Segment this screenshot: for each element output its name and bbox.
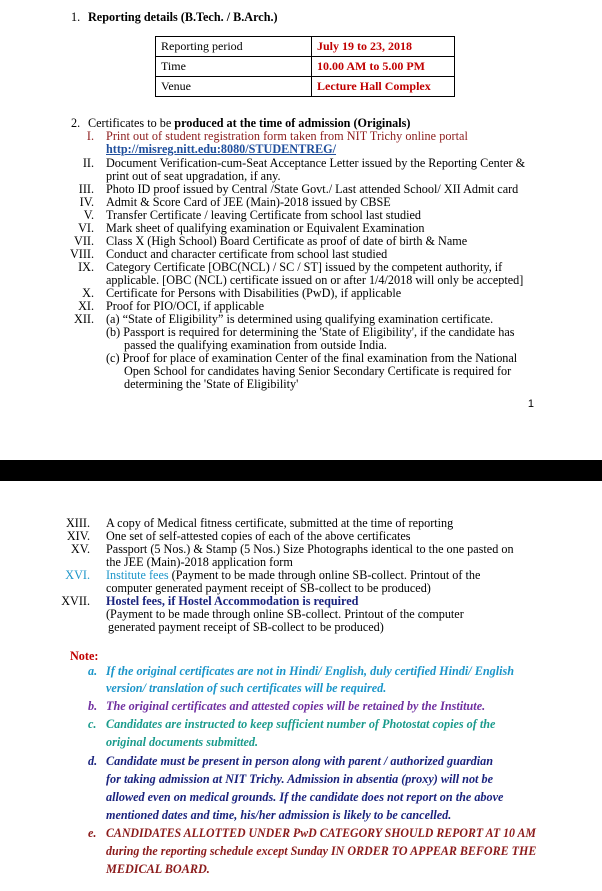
page-number: 1: [527, 398, 534, 410]
item-number: V.: [83, 208, 94, 222]
reporting-details-table: [155, 36, 455, 97]
list-item: Proof for PIO/OCI, if applicable: [106, 299, 265, 313]
table-cell-label: Reporting period: [156, 37, 312, 57]
list-item-continuation: computer generated payment receipt of SB-collect to be produced): [106, 581, 431, 595]
list-item: Photo ID proof issued by Central /State Govt./ Last attended School/ XII Admit card: [106, 182, 519, 196]
list-item-continuation: the JEE (Main)-2018 application form: [106, 555, 293, 569]
item-number: XV.: [70, 542, 90, 556]
table-cell-label: Time: [156, 57, 312, 77]
note-item: Candidate must be present in person along with parent / authorized guardian: [106, 754, 494, 768]
note-item-continuation: MEDICAL BOARD.: [106, 862, 210, 876]
list-item-continuation: (Payment to be made through online SB-collect. Printout of the computer: [106, 607, 464, 621]
item-number: I.: [86, 129, 94, 143]
document-page-2: [0, 481, 602, 891]
list-item-continuation: applicable. [OBC (NCL) certificate issued on or after 1/4/2018 will only be accepted]: [106, 273, 524, 287]
institute-fees-text: (Payment to be made through online SB-collect. Printout of the: [168, 568, 481, 582]
note-letter: c.: [88, 717, 97, 731]
institute-fees-label: Institute fees: [106, 568, 169, 582]
item-number: IX.: [78, 260, 94, 274]
section-2-number: 2.: [71, 116, 81, 130]
note-item: CANDIDATES ALLOTTED UNDER PwD CATEGORY SHOULD REPORT AT 10 AM: [106, 826, 536, 840]
table-row: [156, 37, 455, 57]
section-2-title-pre: Certificates to be: [88, 116, 175, 130]
note-letter: b.: [88, 699, 98, 713]
list-item: Category Certificate [OBC(NCL) / SC / ST] issued by the competent authority, if: [106, 260, 503, 274]
item-number: VI.: [78, 221, 94, 235]
list-item: Document Verification-cum-Seat Acceptance Letter issued by the Reporting Center &: [106, 156, 526, 170]
note-label: Note:: [70, 649, 99, 663]
list-item: Admit & Score Card of JEE (Main)-2018 issued by CBSE: [106, 195, 391, 209]
list-item: Mark sheet of qualifying examination or Equivalent Examination: [106, 221, 425, 235]
item-number: XVII.: [61, 594, 90, 608]
list-item: Class X (High School) Board Certificate as proof of date of birth & Name: [106, 234, 468, 248]
note-letter: a.: [88, 664, 98, 678]
note-item-continuation: allowed even on medical grounds. If the candidate does not report on the above: [106, 790, 504, 804]
list-item-continuation: (b) Passport is required for determining the 'State of Eligibility', if the candidate has: [106, 325, 515, 339]
table-cell-value: July 19 to 23, 2018: [312, 37, 455, 57]
note-item-continuation: version/ translation of such certificates will be required.: [106, 681, 387, 695]
note-item-continuation: mentioned dates and time, his/her admission is likely to be cancelled.: [106, 808, 452, 822]
item-number: XII.: [74, 312, 94, 326]
note-item: If the original certificates are not in Hindi/ English, duly certified Hindi/ English: [106, 664, 514, 678]
list-item: One set of self-attested copies of each of the above certificates: [106, 529, 411, 543]
note-item-continuation: original documents submitted.: [106, 735, 259, 749]
item-number: XI.: [78, 299, 94, 313]
list-item: A copy of Medical fitness certificate, submitted at the time of reporting: [106, 516, 454, 530]
list-item: Passport (5 Nos.) & Stamp (5 Nos.) Size Photographs identical to the one pasted on: [106, 542, 514, 556]
item-number: X.: [82, 286, 94, 300]
table-row: [156, 77, 455, 97]
note-item-continuation: during the reporting schedule except Sunday IN ORDER TO APPEAR BEFORE THE: [106, 844, 537, 858]
hostel-fees-label: Hostel fees, if Hostel Accommodation is required: [106, 594, 359, 608]
list-item-continuation: print out of seat upgradation, if any.: [106, 169, 281, 183]
item-number: IV.: [79, 195, 94, 209]
student-registration-link[interactable]: http://misreg.nitt.edu:8080/STUDENTREG/: [106, 142, 337, 156]
note-item: Candidates are instructed to keep sufficient number of Photostat copies of the: [106, 717, 496, 731]
table-cell-value: 10.00 AM to 5.00 PM: [312, 57, 455, 77]
item-number: XIV.: [66, 529, 90, 543]
list-item: Certificate for Persons with Disabilities (PwD), if applicable: [106, 286, 402, 300]
item-number: II.: [82, 156, 94, 170]
section-1-number: 1.: [71, 10, 81, 24]
list-item-continuation: (c) Proof for place of examination Center of the final examination from the National: [106, 351, 518, 365]
note-letter: e.: [88, 826, 97, 840]
list-item-continuation: Open School for candidates having Senior Secondary Certificate is required for: [124, 364, 512, 378]
item-number: VIII.: [69, 247, 94, 261]
item-number: III.: [78, 182, 94, 196]
table-cell-value: Lecture Hall Complex: [312, 77, 455, 97]
note-item-continuation: for taking admission at NIT Trichy. Admission in absentia (proxy) will not be: [106, 772, 493, 786]
section-2-title-bold: produced at the time of admission (Originals): [174, 116, 411, 130]
list-item: (a) “State of Eligibility” is determined using qualifying examination certificate.: [106, 312, 494, 326]
list-item: Transfer Certificate / leaving Certificate from school last studied: [106, 208, 421, 222]
note-item: The original certificates and attested copies will be retained by the Institute.: [106, 699, 486, 713]
list-item-continuation: passed the qualifying examination from outside India.: [124, 338, 387, 352]
item-number: VII.: [74, 234, 94, 248]
section-1-title: Reporting details (B.Tech. / B.Arch.): [88, 10, 278, 24]
table-row: [156, 57, 455, 77]
list-item: Print out of student registration form taken from NIT Trichy online portal: [106, 129, 468, 143]
table-cell-label: Venue: [156, 77, 312, 97]
note-letter: d.: [88, 754, 98, 768]
item-number: XIII.: [65, 516, 90, 530]
item-number: XVI.: [65, 568, 90, 582]
list-item: Conduct and character certificate from school last studied: [106, 247, 388, 261]
list-item-continuation: determining the 'State of Eligibility': [124, 377, 299, 391]
list-item-continuation: generated payment receipt of SB-collect to be produced): [108, 620, 384, 634]
